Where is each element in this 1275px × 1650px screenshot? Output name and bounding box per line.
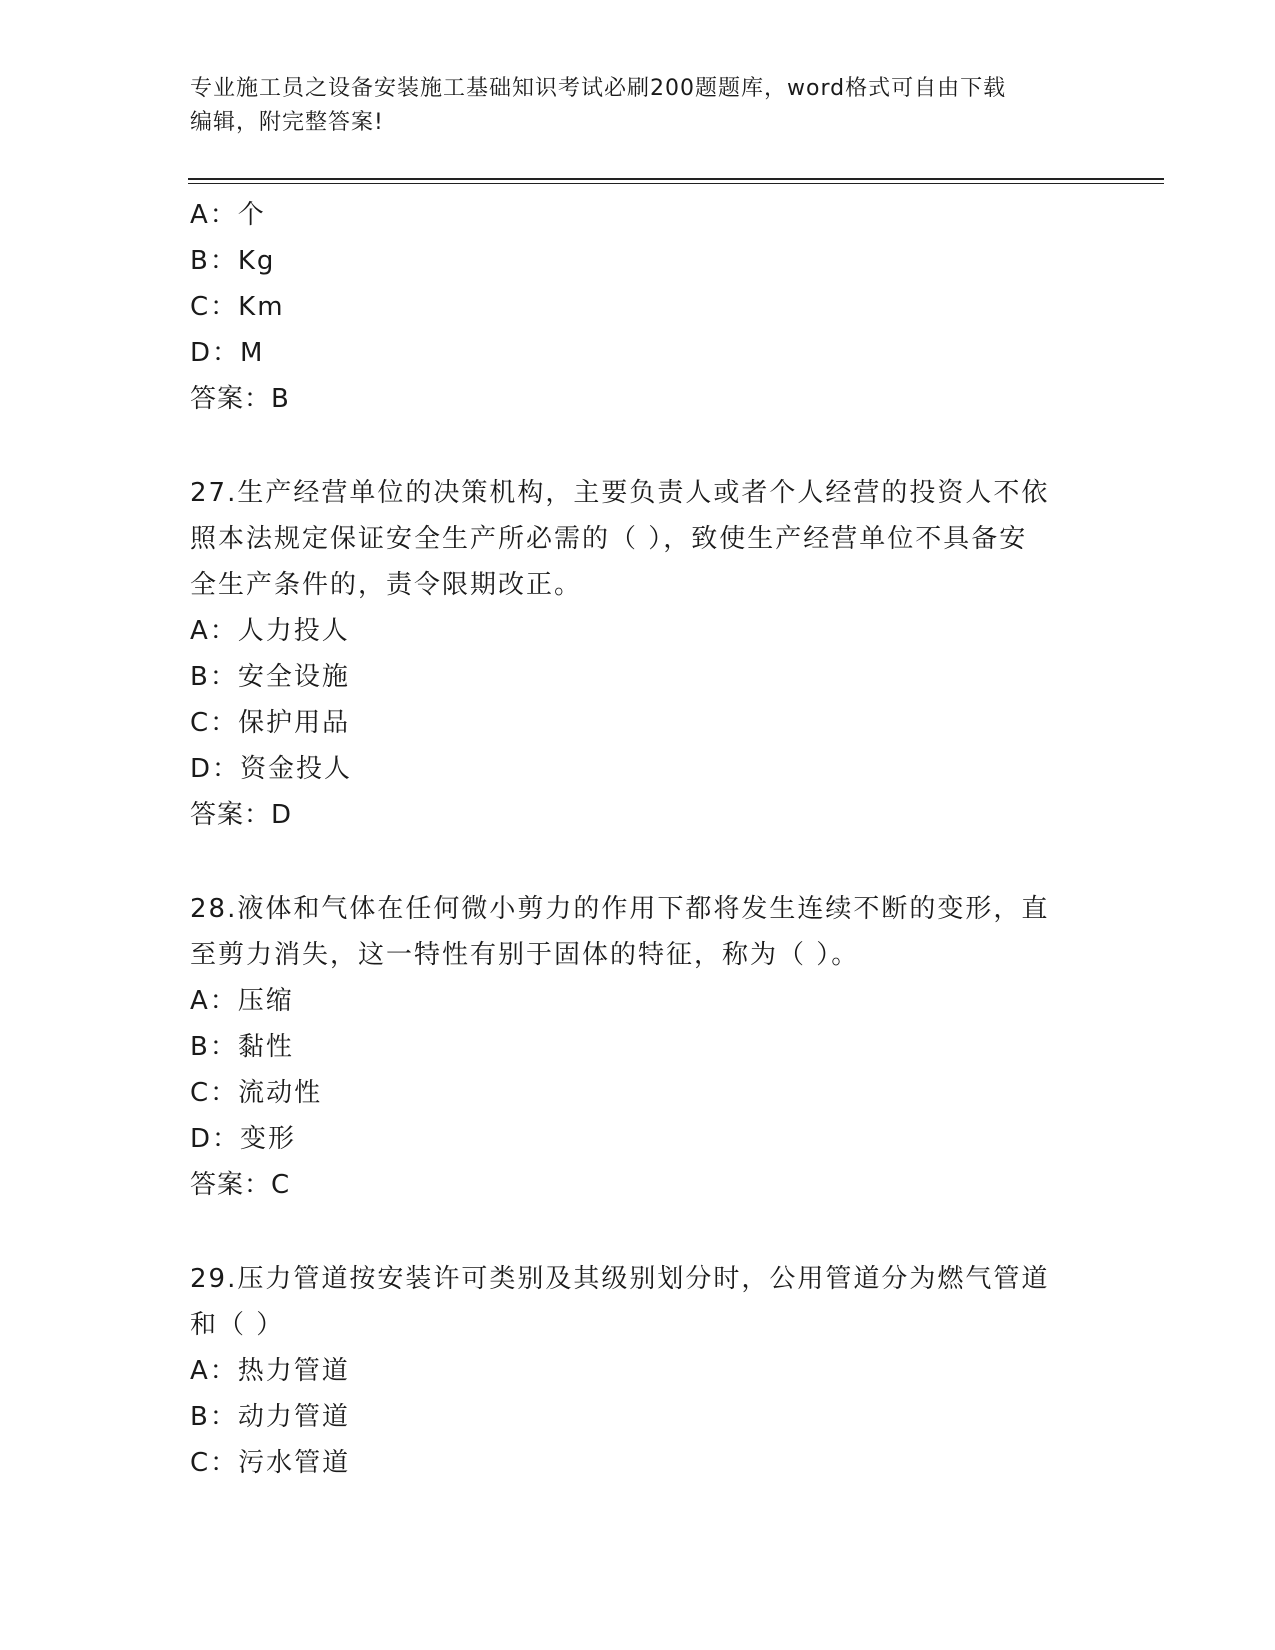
option-c: C：Km bbox=[190, 292, 285, 322]
header-rule-thick bbox=[188, 178, 1164, 180]
question-spacer bbox=[190, 1208, 1090, 1256]
answer: 答案：B bbox=[190, 384, 290, 414]
option-b: B：Kg bbox=[190, 246, 276, 276]
question-text-line: 28.液体和气体在任何微小剪力的作用下都将发生连续不断的变形，直 bbox=[190, 894, 1050, 924]
option-a: A：个 bbox=[190, 200, 266, 230]
option-c: C：污水管道 bbox=[190, 1448, 351, 1478]
option-b: B：安全设施 bbox=[190, 662, 350, 692]
question-29 bbox=[190, 1256, 1090, 1486]
question-28 bbox=[190, 886, 1090, 1208]
question-spacer bbox=[190, 422, 1090, 470]
option-b: B：动力管道 bbox=[190, 1402, 350, 1432]
option-d: D：变形 bbox=[190, 1124, 297, 1154]
option-c: C：保护用品 bbox=[190, 708, 351, 738]
question-27 bbox=[190, 470, 1090, 838]
option-d: D：M bbox=[190, 338, 265, 368]
question-26-continuation bbox=[190, 192, 1090, 422]
question-text-line: 和（ ） bbox=[190, 1310, 285, 1340]
header-rule-thin bbox=[188, 183, 1164, 184]
header-line-1: 专业施工员之设备安装施工基础知识考试必刷200题题库，word格式可自由下载 bbox=[190, 76, 1007, 101]
question-text-line: 27.生产经营单位的决策机构，主要负责人或者个人经营的投资人不依 bbox=[190, 478, 1050, 508]
answer: 答案：C bbox=[190, 1170, 291, 1200]
option-a: A：压缩 bbox=[190, 986, 294, 1016]
option-b: B：黏性 bbox=[190, 1032, 294, 1062]
option-a: A：热力管道 bbox=[190, 1356, 350, 1386]
answer: 答案：D bbox=[190, 800, 293, 830]
option-a: A：人力投人 bbox=[190, 616, 350, 646]
document-header bbox=[190, 72, 1090, 140]
question-spacer bbox=[190, 838, 1090, 886]
header-line-2: 编辑，附完整答案! bbox=[190, 110, 384, 135]
option-c: C：流动性 bbox=[190, 1078, 323, 1108]
question-text-line: 29.压力管道按安装许可类别及其级别划分时，公用管道分为燃气管道 bbox=[190, 1264, 1050, 1294]
question-text-line: 全生产条件的，责令限期改正。 bbox=[190, 570, 583, 600]
option-d: D：资金投人 bbox=[190, 754, 353, 784]
question-content bbox=[190, 192, 1090, 1486]
question-text-line: 至剪力消失，这一特性有别于固体的特征，称为（ ）。 bbox=[190, 940, 860, 970]
question-text-line: 照本法规定保证安全生产所必需的（ ），致使生产经营单位不具备安 bbox=[190, 524, 1028, 554]
